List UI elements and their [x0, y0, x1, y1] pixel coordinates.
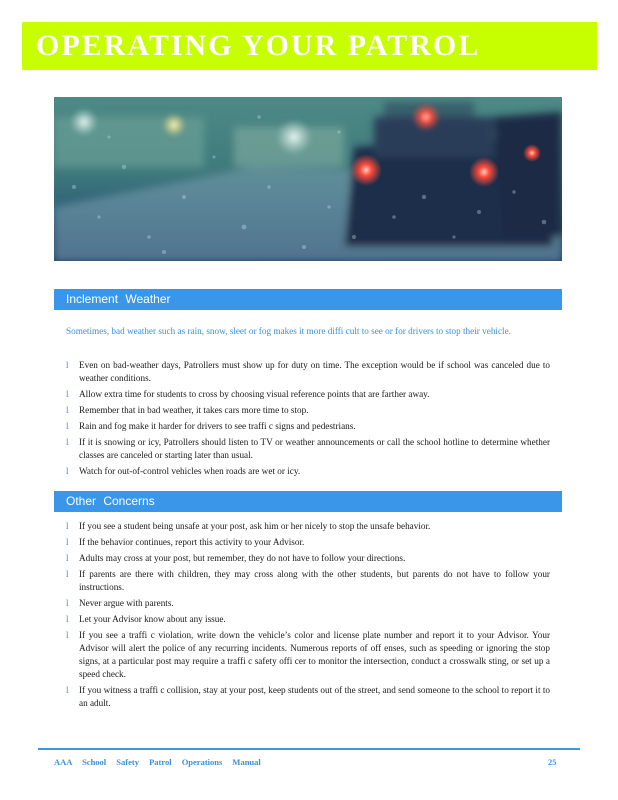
- bullet: l: [66, 521, 69, 531]
- other-concerns-list: [66, 520, 550, 713]
- bullet: l: [66, 685, 69, 695]
- list-item: l Allow extra time for students to cross by choosing visual reference points that are farther away.: [66, 389, 430, 399]
- section-bar-other-concerns: [54, 491, 562, 512]
- bullet: l: [66, 614, 69, 624]
- title-banner: [22, 22, 597, 70]
- list-item: l Watch for out-of-control vehicles when roads are wet or icy.: [66, 466, 301, 476]
- bullet: l: [66, 553, 69, 563]
- footer-manual-title: AAA School Safety Patrol Operations Manual: [54, 757, 261, 767]
- footer-divider: [38, 748, 580, 750]
- section-title: Inclement Weather: [66, 292, 171, 306]
- list-item: l Adults may cross at your post, but remember, they do not have to follow your directions.: [66, 553, 406, 563]
- bullet: l: [66, 360, 69, 370]
- rainy-street-photo: [54, 97, 562, 261]
- bullet: l: [66, 569, 69, 579]
- page-title: OPERATING YOUR PATROL: [36, 29, 481, 62]
- bullet: l: [66, 437, 69, 447]
- list-item: l Even on bad-weather days, Patrollers must show up for duty on time. The exception would be if school was canceled due to weather conditions.: [66, 360, 550, 383]
- list-item: l If the behavior continues, report this activity to your Advisor.: [66, 537, 305, 547]
- list-item: l If you see a traffi c violation, write down the vehicle’s color and license plate number and report it to your Advisor. Your Advisor will alert the police of any recurring incidents. Numerous reports of off enses, such as speeding or ignoring the stop signs, at a particular post may require a traffi c safety offi cer to monitor the intersection, conduct a crosswalk sting, or set up a speed check.: [66, 630, 550, 679]
- bullet: l: [66, 421, 69, 431]
- list-item: l Never argue with parents.: [66, 598, 174, 608]
- list-item: l Rain and fog make it harder for drivers to see traffi c signs and pedestrians.: [66, 421, 356, 431]
- list-item: l Remember that in bad weather, it takes cars more time to stop.: [66, 405, 309, 415]
- list-item: l If parents are there with children, they may cross along with the other students, but parents do not have to follow your instructions.: [66, 569, 550, 592]
- section-bar-inclement-weather: [54, 289, 562, 310]
- bullet: l: [66, 466, 69, 476]
- list-item: l If you witness a traffi c collision, stay at your post, keep students out of the street, and send someone to the school to report it to an adult.: [66, 685, 550, 708]
- bullet: l: [66, 630, 69, 640]
- section-intro: Sometimes, bad weather such as rain, snow, sleet or fog makes it more diffi cult to see or for drivers to stop their vehicle.: [66, 326, 511, 336]
- list-item: l If you see a student being unsafe at your post, ask him or her nicely to stop the unsafe behavior.: [66, 521, 431, 531]
- section-title: Other Concerns: [66, 494, 155, 508]
- list-item: l Let your Advisor know about any issue.: [66, 614, 226, 624]
- bullet: l: [66, 537, 69, 547]
- bullet: l: [66, 598, 69, 608]
- page-number: 25: [548, 757, 557, 767]
- rainy-windshield-image: [54, 97, 562, 261]
- bullet: l: [66, 405, 69, 415]
- inclement-weather-list: [66, 359, 550, 481]
- list-item: l If it is snowing or icy, Patrollers should listen to TV or weather announcements or call the school hotline to determine whether classes are canceled or starting later than usual.: [66, 437, 550, 460]
- bullet: l: [66, 389, 69, 399]
